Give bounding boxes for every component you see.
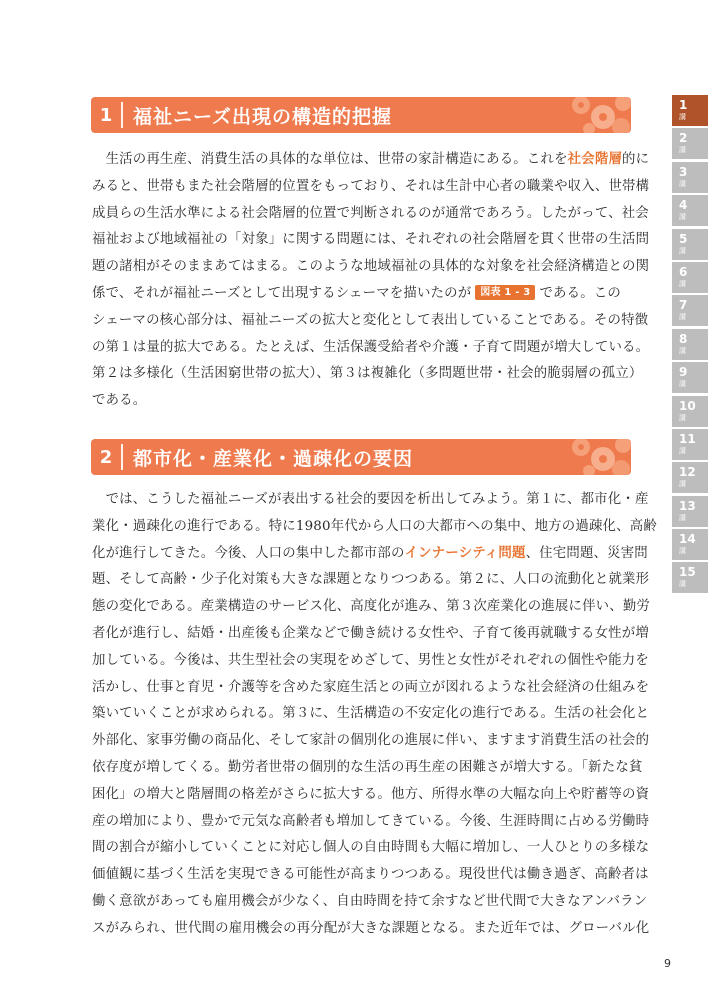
lecture-tab-sidebar: [672, 95, 708, 596]
text-segment: 外部化、家事労働の商品化、そして家計の個別化の進展に伴い、ますます消費生活の社会的: [92, 733, 650, 749]
text-segment: 者化が進行し、結婚・出産後も企業などで働き続ける女性や、子育て後再就職する女性が増: [92, 625, 649, 641]
lecture-tab-label: 講: [679, 580, 686, 589]
text-line: [92, 361, 643, 388]
text-segment: 活かし、仕事と育児・介護等を含めた家庭生活との両立が図れるような社会経済の仕組みを: [92, 679, 650, 695]
lecture-tab-label: 講: [679, 346, 686, 355]
text-line: [92, 514, 657, 541]
text-line: [92, 835, 650, 862]
keyword-term[interactable]: インナーシティ問題: [404, 545, 526, 561]
lecture-tab-number: 11: [679, 431, 696, 446]
lecture-tab-number: 5: [679, 231, 688, 246]
text-segment: 第２は多様化（生活困窮世帯の拡大）、第３は複雑化（多問題世帯・社会的脆弱層の孤立）: [92, 366, 643, 382]
text-line: [92, 281, 632, 308]
text-segment: 依存度が増してくる。勤労者世帯の個別的な生活の再生産の困難さが増大する。「新たな貧: [92, 759, 643, 775]
keyword-term[interactable]: 社会階層: [567, 152, 623, 167]
lecture-tab-5[interactable]: [672, 229, 708, 260]
lecture-tab-label: 講: [679, 446, 686, 455]
lecture-tab-6[interactable]: [672, 262, 708, 293]
lecture-tab-2[interactable]: [672, 128, 708, 159]
lecture-tab-number: 14: [679, 532, 696, 547]
header-pattern-icon: [551, 439, 631, 475]
lecture-tab-label: 講: [679, 380, 686, 389]
figure-reference-badge[interactable]: 図表 1 - 3: [475, 285, 535, 300]
text-segment: 産の増加により、豊かで元気な高齢者も増加してきている。今後、生涯時間に占める労働時: [92, 813, 650, 829]
lecture-tab-number: 8: [679, 331, 688, 346]
text-line: [92, 147, 650, 174]
header-pattern-icon: [551, 97, 631, 133]
text-line: [92, 174, 650, 201]
text-segment: 係で、それが福祉ニーズとして出現するシェーマを描いたのが: [92, 285, 472, 301]
text-segment: 生活の再生産、消費生活の具体的な単位は、世帯の家計構造にある。これを: [92, 152, 568, 167]
lecture-tab-number: 4: [679, 198, 688, 213]
text-line: [92, 728, 650, 755]
text-line: [92, 388, 632, 415]
lecture-tab-number: 7: [679, 298, 688, 313]
lecture-tab-11[interactable]: [672, 429, 708, 460]
lecture-tab-number: 3: [679, 164, 688, 179]
text-line: [92, 889, 648, 916]
lecture-tab-3[interactable]: [672, 162, 708, 193]
section-1-header: [91, 97, 631, 133]
text-segment: 業化・過疎化の進行である。特に1980年代から人口の大都市への集中、地方の過疎化、高齢: [92, 518, 657, 534]
section-title: 福祉ニーズ出現の構造的把握: [133, 105, 393, 128]
lecture-tab-label: 講: [679, 547, 686, 556]
text-line: [92, 254, 650, 281]
lecture-tab-number: 12: [679, 465, 696, 480]
lecture-tab-label: 講: [679, 313, 686, 322]
lecture-tab-13[interactable]: [672, 496, 708, 527]
lecture-tab-label: 講: [679, 246, 686, 255]
text-segment: 福祉および地域福祉の「対象」に関する問題には、それぞれの社会階層を貫く世帯の生活問: [92, 232, 650, 248]
lecture-tab-15[interactable]: [672, 562, 708, 593]
lecture-tab-number: 9: [679, 365, 688, 380]
section-title: 都市化・産業化・過疎化の要因: [133, 447, 414, 470]
page-number: 9: [664, 957, 671, 970]
text-segment: 成員らの生活水準による社会階層的位置で判断されるのが通常であろう。したがって、社会: [92, 205, 649, 221]
text-line: [92, 648, 649, 675]
text-line: [92, 335, 650, 362]
text-line: [92, 541, 648, 568]
lecture-tab-label: 講: [679, 179, 686, 188]
text-segment: 築いていくことが求められる。第３に、生活構造の不安定化の進行である。生活の社会化と: [92, 706, 650, 722]
text-segment: 題、そして高齢・少子化対策も大きな課題となりつつある。第２に、人口の流動化と就業形: [92, 572, 650, 588]
lecture-tab-12[interactable]: [672, 462, 708, 493]
lecture-tab-number: 1: [679, 98, 688, 112]
text-line: [92, 567, 650, 594]
text-segment: 態の変化である。産業構造のサービス化、高度化が進み、第３次産業化の進展に伴い、勤労: [92, 599, 651, 615]
text-segment: 加している。今後は、共生型社会の実現をめざして、男性と女性がそれぞれの個性や能力を: [92, 652, 649, 668]
text-segment: である。: [92, 393, 147, 409]
text-segment: 働く意欲があっても雇用機会が少なく、自由時間を持て余すなど世代間で大きなアンバラン: [92, 893, 648, 909]
text-line: [92, 201, 649, 228]
text-line: [92, 487, 649, 514]
text-segment: 困化」の増大と階層間の格差がさらに拡大する。他方、所得水準の大幅な向上や貯蓄等の資: [92, 786, 650, 802]
lecture-tab-1[interactable]: [672, 95, 708, 126]
text-line: [92, 621, 649, 648]
section-2-body: [92, 487, 657, 943]
lecture-tab-label: 講: [679, 213, 686, 222]
lecture-tab-7[interactable]: [672, 295, 708, 326]
text-segment: 化が進行してきた。今後、人口の集中した都市部の: [92, 545, 405, 561]
header-divider: [121, 102, 123, 128]
text-segment: 題の諸相がそのままあてはまる。このような地域福祉の具体的な対象を社会経済構造との関: [92, 259, 650, 275]
lecture-tab-label: 講: [679, 146, 686, 155]
text-segment: である。この: [539, 285, 622, 301]
text-line: [92, 809, 650, 836]
lecture-tab-14[interactable]: [672, 529, 708, 560]
section-1-body: [92, 147, 650, 415]
text-line: [92, 916, 650, 943]
section-number: 1: [99, 104, 113, 126]
lecture-tab-label: 講: [679, 480, 686, 489]
text-line: [92, 227, 650, 254]
lecture-tab-number: 6: [679, 264, 688, 279]
text-line: [92, 594, 651, 621]
text-line: [92, 308, 649, 335]
lecture-tab-label: 講: [679, 279, 686, 288]
header-divider: [121, 444, 123, 470]
text-segment: では、こうした福祉ニーズが表出する社会的要因を析出してみよう。第１に、都市化・産: [92, 492, 649, 507]
text-segment: シェーマの核心部分は、福祉ニーズの拡大と変化として表出していることである。その特徴: [92, 312, 649, 328]
text-segment: 間の割合が縮小していくことに対応し個人の自由時間も大幅に増加し、一人ひとりの多様な: [92, 840, 650, 856]
lecture-tab-4[interactable]: [672, 195, 708, 226]
lecture-tab-number: 15: [679, 565, 696, 580]
text-line: [92, 862, 649, 889]
text-line: [92, 782, 650, 809]
lecture-tab-number: 13: [679, 498, 696, 513]
text-segment: 価値観に基づく生活を実現できる可能性が高まりつつある。現役世代は働き過ぎ、高齢者は: [92, 867, 649, 883]
lecture-tab-8[interactable]: [672, 329, 708, 360]
text-segment: みると、世帯もまた社会階層的位置をもっており、それは生計中心者の職業や収入、世帯構: [92, 178, 650, 194]
lecture-tab-number: 10: [679, 398, 696, 413]
lecture-tab-label: 講: [679, 413, 686, 422]
lecture-tab-label: 講: [679, 113, 686, 121]
section-number: 2: [99, 446, 113, 468]
text-line: [92, 701, 650, 728]
text-line: [92, 675, 650, 702]
text-segment: スがみられ、世代間の雇用機会の再分配が大きな課題となる。また近年では、グローバル化: [92, 920, 650, 936]
text-segment: 、住宅問題、災害問: [525, 545, 648, 561]
lecture-tab-number: 2: [679, 131, 688, 146]
text-segment: 的に: [622, 152, 650, 167]
lecture-tab-label: 講: [679, 513, 686, 522]
lecture-tab-9[interactable]: [672, 362, 708, 393]
section-2-header: [91, 439, 631, 475]
text-segment: の第１は量的拡大である。たとえば、生活保護受給者や介護・子育て問題が増大している。: [92, 339, 650, 355]
text-line: [92, 755, 643, 782]
lecture-tab-10[interactable]: [672, 396, 708, 427]
